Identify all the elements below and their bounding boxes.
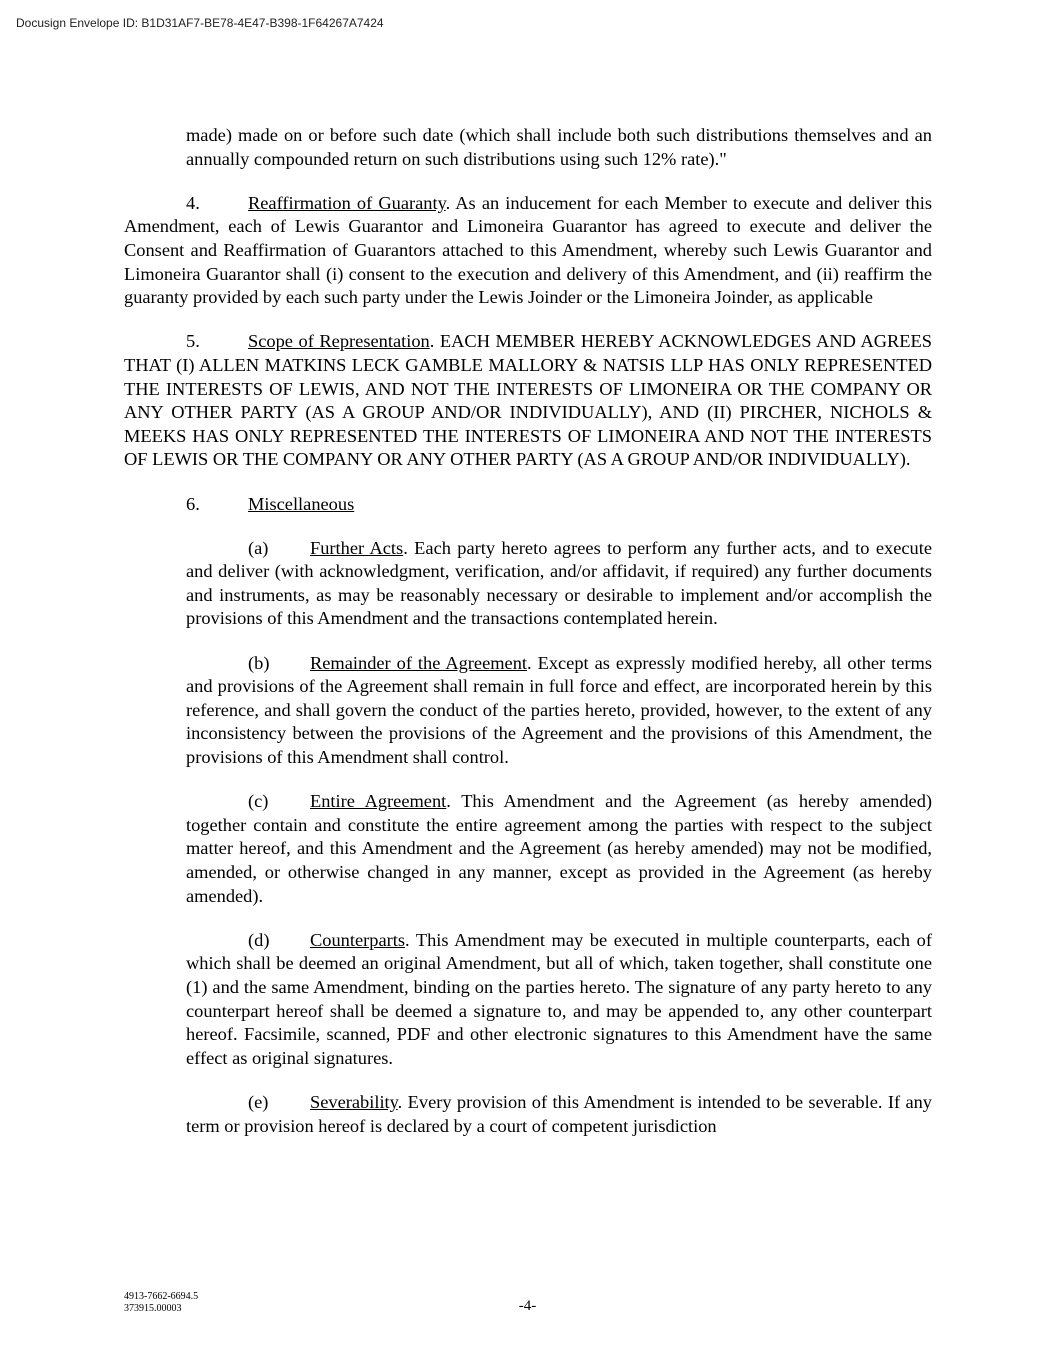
section-text: . As an inducement for each Member to execute and deliver this Amendment, each of Lewis Guarantor and Limoneira Guarantor has agreed to execute and deliver the Consent and Reaffirmation of Guarantors attached to this Amendment, whereby such Lewis Guarantor and Limoneira Guarantor shall (i) consent to the execution and delivery of this Amendment, and (ii) reaffirm the guaranty provided by each such party under the Lewis Joinder or the Limoneira Joinder, as applicable <box>124 192 932 308</box>
subsection-text: . Every provision of this Amendment is intended to be severable. If any term or provision hereof is declared by a court of competent jurisdiction <box>186 1091 932 1136</box>
subsection-number: (e) <box>248 1091 269 1112</box>
subsection-number: (a) <box>248 537 269 558</box>
subsection-number: (b) <box>248 652 270 673</box>
section-number: 4. <box>186 192 200 213</box>
subsection-number: (c) <box>248 791 269 812</box>
page-number: -4- <box>518 1298 537 1314</box>
subsection-a-further-acts <box>186 537 932 631</box>
document-body <box>124 124 932 1159</box>
section-heading: Reaffirmation of Guaranty <box>248 192 446 213</box>
continuation-paragraph: made) made on or before such date (which shall include both such distributions themselves and an annually compounded return on such distributions using such 12% rate)." <box>186 125 932 169</box>
subsection-text: . This Amendment and the Agreement (as hereby amended) together contain and constitute the entire agreement among the parties with respect to the subject matter hereof, and this Amendment and the Agreement (as hereby amended) may not be modified, amended, or otherwise changed in any manner, except as provided in the Agreement (as hereby amended). <box>186 791 933 906</box>
subsection-heading: Counterparts <box>310 929 405 950</box>
subsection-heading: Severability <box>310 1091 398 1112</box>
subsection-text: . Except as expressly modified hereby, all other terms and provisions of the Agreement shall remain in full force and effect, are incorporated herein by this reference, and shall govern the conduct of the parties hereto, provided, however, to the extent of any inconsistency between the provisions of the Agreement and the provisions of this Amendment, the provisions of this Amendment shall control. <box>186 652 932 768</box>
subsection-b-remainder-of-agreement <box>186 652 932 770</box>
subsection-heading: Entire Agreement <box>310 791 447 812</box>
section-heading: Scope of Representation <box>248 331 430 352</box>
subsection-c-entire-agreement <box>186 790 932 908</box>
section-4-reaffirmation-of-guaranty <box>124 192 932 310</box>
section-text: . EACH MEMBER HEREBY ACKNOWLEDGES AND AGREES THAT (I) ALLEN MATKINS LECK GAMBLE MALLORY & NATSIS LLP HAS ONLY REPRESENTED THE INTERESTS OF LEWIS, AND NOT THE INTERESTS OF LIMONEIRA OR THE COMPANY OR ANY OTHER PARTY (AS A GROUP AND/OR INDIVIDUALLY), AND (II) PIRCHER, NICHOLS & MEEKS HAS ONLY REPRESENTED THE INTERESTS OF LIMONEIRA AND NOT THE INTERESTS OF LEWIS OR THE COMPANY OR ANY OTHER PARTY (AS A GROUP AND/OR INDIVIDUALLY). <box>124 331 932 470</box>
section-heading: Miscellaneous <box>248 493 355 514</box>
subsection-number: (d) <box>248 929 270 950</box>
section-6-miscellaneous <box>124 493 932 517</box>
footer-doc-id: 4913-7662-6694.5 <box>124 1291 199 1302</box>
subsection-text: . Each party hereto agrees to perform any further acts, and to execute and deliver (with acknowledgment, verification, and/or affidavit, if required) any further documents and instruments, as may be reasonably necessary or desirable to implement and/or accomplish the provisions of this Amendment and the transactions contemplated herein. <box>186 537 932 629</box>
subsection-heading: Remainder of the Agreement <box>310 652 528 673</box>
section-5-scope-of-representation <box>124 330 932 472</box>
subsection-e-severability <box>186 1091 932 1138</box>
subsection-d-counterparts <box>186 929 932 1071</box>
docusign-envelope-id: Docusign Envelope ID: B1D31AF7-BE78-4E47-B398-1F64267A7424 <box>16 16 384 30</box>
section-number: 6. <box>186 493 200 514</box>
subsection-heading: Further Acts <box>310 537 404 558</box>
section-number: 5. <box>186 331 200 352</box>
footer-matter-id: 373915.00003 <box>124 1303 182 1314</box>
subsection-text: . This Amendment may be executed in multiple counterparts, each of which shall be deemed an original Amendment, but all of which, taken together, shall constitute one (1) and the same Amendment, binding on the parties hereto. The signature of any party hereto to any counterpart hereof shall be deemed a signature to, and may be appended to, any other counterpart hereof. Facsimile, scanned, PDF and other electronic signatures to this Amendment have the same effect as original signatures. <box>186 929 932 1068</box>
